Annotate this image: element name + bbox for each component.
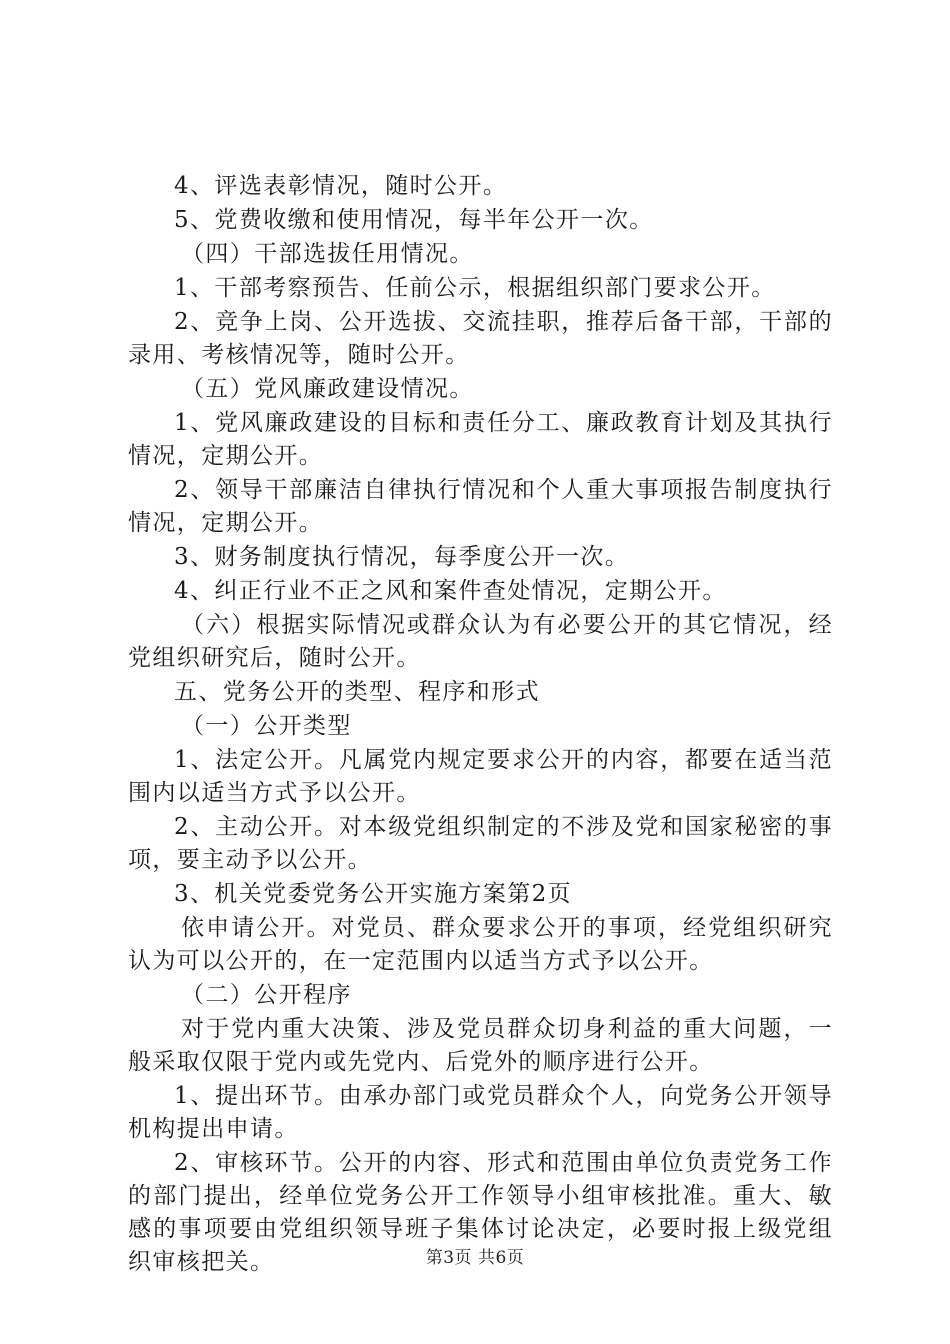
paragraph: 1、党风廉政建设的目标和责任分工、廉政教育计划及其执行情况，定期公开。	[128, 410, 833, 469]
paragraph: 1、提出环节。由承办部门或党员群众个人，向党务公开领导机构提出申请。	[128, 1083, 833, 1142]
paragraph: 4、纠正行业不正之风和案件查处情况，定期公开。	[174, 578, 727, 604]
page-footer	[0, 1243, 950, 1268]
paragraph: 依申请公开。对党员、群众要求公开的事项，经党组织研究认为可以公开的，在一定范围内以适当方式予以公开。	[128, 915, 833, 974]
paragraph: 2、领导干部廉洁自律执行情况和个人重大事项报告制度执行情况，定期公开。	[128, 477, 833, 536]
paragraph: 1、法定公开。凡属党内规定要求公开的内容，都要在适当范围内以适当方式予以公开。	[128, 747, 833, 806]
paragraph: 对于党内重大决策、涉及党员群众切身利益的重大问题，一般采取仅限于党内或先党内、后党外的顺序进行公开。	[128, 1016, 833, 1075]
section-heading: （五）党风廉政建设情况。	[181, 376, 474, 402]
paragraph: 5、党费收缴和使用情况，每半年公开一次。	[174, 207, 654, 233]
section-heading: （六）根据实际情况或群众认为有必要公开的其它情况，经党组织研究后，随时公开。	[128, 612, 833, 671]
paragraph: 1、干部考察预告、任前公示，根据组织部门要求公开。	[174, 275, 776, 301]
paragraph: 2、审核环节。公开的内容、形式和范围由单位负责党务工作的部门提出，经单位党务公开工作领导小组审核批准。重大、敏感的事项要由党组织领导班子集体讨论决定，必要时报上级党组织审核把关。	[128, 1150, 833, 1275]
section-heading: （四）干部选拔任用情况。	[181, 241, 474, 267]
paragraph: 2、竞争上岗、公开选拔、交流挂职，推荐后备干部，干部的录用、考核情况等，随时公开。	[128, 309, 833, 368]
chapter-heading: 五、党务公开的类型、程序和形式	[174, 679, 540, 705]
paragraph: 3、财务制度执行情况，每季度公开一次。	[174, 544, 630, 570]
page-number: 第3页 共6页	[425, 1248, 525, 1268]
paragraph: 2、主动公开。对本级党组织制定的不涉及党和国家秘密的事项，要主动予以公开。	[128, 814, 833, 873]
document-body	[128, 170, 833, 1280]
section-heading: （一）公开类型	[181, 713, 352, 739]
paragraph: 4、评选表彰情况，随时公开。	[174, 173, 508, 199]
section-heading: （二）公开程序	[181, 982, 352, 1008]
paragraph: 3、机关党委党务公开实施方案第2页	[174, 881, 573, 907]
